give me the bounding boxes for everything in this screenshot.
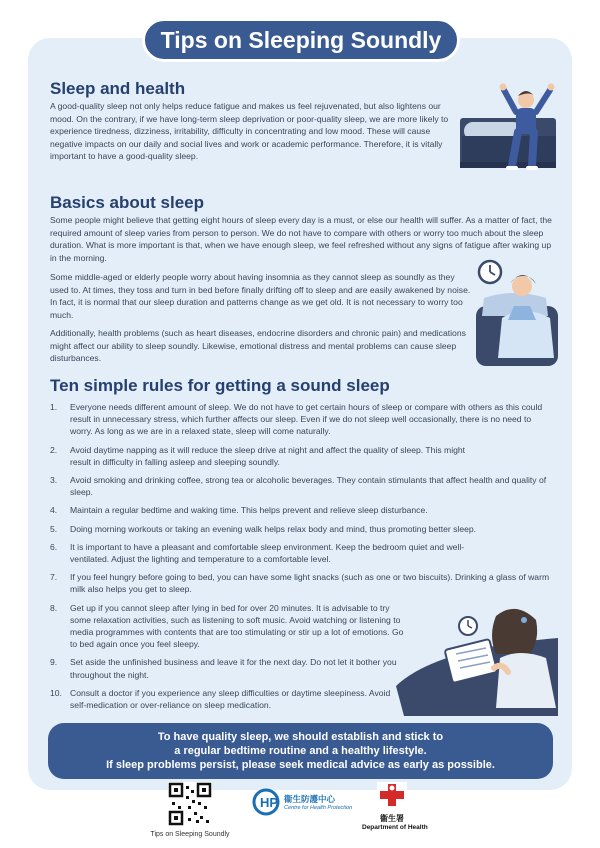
rule-number: 1.	[50, 402, 58, 412]
rule-text: Doing morning workouts or taking an evening walk helps relax body and mind, thus promoting better sleep.	[70, 523, 477, 534]
doh-name-zh: 衞生署	[380, 814, 404, 823]
qr-caption: Tips on Sleeping Soundly	[150, 831, 230, 838]
rule-number: 2.	[50, 444, 58, 455]
rule-text: Everyone needs different amount of sleep. We do not have to get certain hours of sleep or compare with others as this could result in unnecessary stress, which further affects our sleep. Even if we do not sleep well occasionally, there is no need to worry. As long as we are in a relaxed state, sleep will come naturally.	[70, 402, 543, 437]
rule-number: 8.	[50, 602, 58, 613]
paragraph-sleep-and-health: A good-quality sleep not only helps reduce fatigue and makes us feel rejuvenated, but also lightens our mood. On the contrary, if we have long-term sleep deprivation or poor-quality sleep, we are more likely to experience tiredness, dizziness, irritability, difficulty in concentrating and low mood. These will cause negative impacts on our daily and social lives and work or academic performance. Therefore, it is vitally important to have a good-quality sleep.	[50, 101, 449, 162]
rule-number: 9.	[50, 657, 58, 668]
rule-number: 6.	[50, 541, 58, 552]
rule-text: Consult a doctor if you experience any sleep difficulties or daytime sleepiness. Avoid self-medication or over-reliance on sleep medication.	[70, 687, 391, 711]
paragraph-basics-3: Additionally, health problems (such as heart diseases, endocrine disorders and chronic pain) and medications might affect our ability to sleep soundly. Likewise, emotional distress and mental problems can cause sleep disturbances.	[50, 328, 466, 364]
paragraph-basics-2: Some middle-aged or elderly people worry about having insomnia as they cannot sleep as soundly as they used to. At times, they toss and turn in bed before finally drifting off to sleep and are easily awakened by noise. In fact, it is normal that our sleep duration and patterns change as we get old. It is not necessary to worry too much.	[50, 272, 471, 320]
paragraph-basics-1: Some people might believe that getting eight hours of sleep every day is a must, or else our health will suffer. As a matter of fact, the required amount of sleep varies from person to person. We do not have to compare with others or worry too much about the sleep duration. What is more important is that, when we have enough sleep, we feel refreshed without any signs of fatigue after waking up in the morning.	[50, 215, 552, 263]
rule-number: 3.	[50, 475, 58, 486]
doh-logo-icon	[377, 782, 407, 808]
rule-text: Set aside the unfinished business and leave it for the next day. Do not let it bother you throughout the night.	[70, 657, 397, 680]
list-item	[50, 541, 500, 565]
heading-sleep-and-health: Sleep and health	[50, 79, 186, 98]
banner-line-2: a regular bedtime routine and a healthy lifestyle.	[174, 745, 427, 757]
list-item	[50, 602, 408, 651]
rule-text: Avoid smoking and drinking coffee, strong tea or alcoholic beverages. They contain stimulants that affect health and quality of sleep.	[70, 475, 547, 498]
list-item	[50, 444, 470, 468]
heading-basics-about-sleep: Basics about sleep	[50, 193, 205, 212]
rule-number: 7.	[50, 572, 58, 583]
rule-number: 5.	[50, 523, 58, 534]
list-item	[50, 523, 556, 535]
sleepless-woman-illustration	[472, 258, 558, 366]
reading-woman-illustration	[396, 598, 558, 716]
rule-text: Maintain a regular bedtime and waking time. This helps prevent and relieve sleep disturbance.	[70, 505, 428, 516]
page-title: Tips on Sleeping Soundly	[142, 18, 460, 62]
list-item	[50, 571, 556, 595]
heading-ten-rules: Ten simple rules for getting a sound sleep	[50, 376, 390, 395]
advice-banner	[48, 723, 553, 779]
list-item	[50, 656, 400, 680]
list-item	[50, 504, 556, 516]
list-item	[50, 687, 400, 711]
chp-logo	[252, 784, 353, 824]
qr-block	[140, 782, 240, 838]
chp-name-zh: 衞生防護中心	[284, 794, 336, 804]
waking-man-illustration	[458, 70, 568, 182]
rule-number: 10.	[50, 687, 62, 698]
banner-line-3: If sleep problems persist, please seek medical advice as early as possible.	[106, 759, 495, 771]
qr-code-icon[interactable]	[168, 782, 212, 826]
rule-text: Get up if you cannot sleep after lying in bed for over 20 minutes. It is advisable to try some relaxation activities, such as listening to soft music. Avoid watching or listening to media programmes with contents that are too stimulating or stir up a lot of emotions. Go to bed again once you feel sleepy.	[70, 602, 404, 650]
list-item	[50, 401, 556, 438]
doh-logo	[362, 782, 428, 831]
list-item	[50, 474, 556, 498]
rule-text: It is important to have a pleasant and comfortable sleep environment. Keep the bedroom quiet and well-ventilated. Adjust the lighting and temperature to a comfortable level.	[70, 541, 465, 565]
chp-name-en: Centre for Health Protection	[284, 805, 353, 811]
svg-text:HP: HP	[260, 795, 279, 810]
rule-text: If you feel hungry before going to bed, you can have some light snacks (such as one or two biscuits). Drinking a glass of warm milk also helps you get to sleep.	[70, 572, 550, 595]
rule-text: Avoid daytime napping as it will reduce the sleep drive at night and affect the quality of sleep. This might result in difficulty in falling asleep and sleeping soundly.	[70, 444, 466, 467]
rule-number: 4.	[50, 505, 58, 516]
banner-line-1: To have quality sleep, we should establish and stick to	[157, 731, 444, 743]
doh-name-en: Department of Health	[362, 824, 428, 831]
